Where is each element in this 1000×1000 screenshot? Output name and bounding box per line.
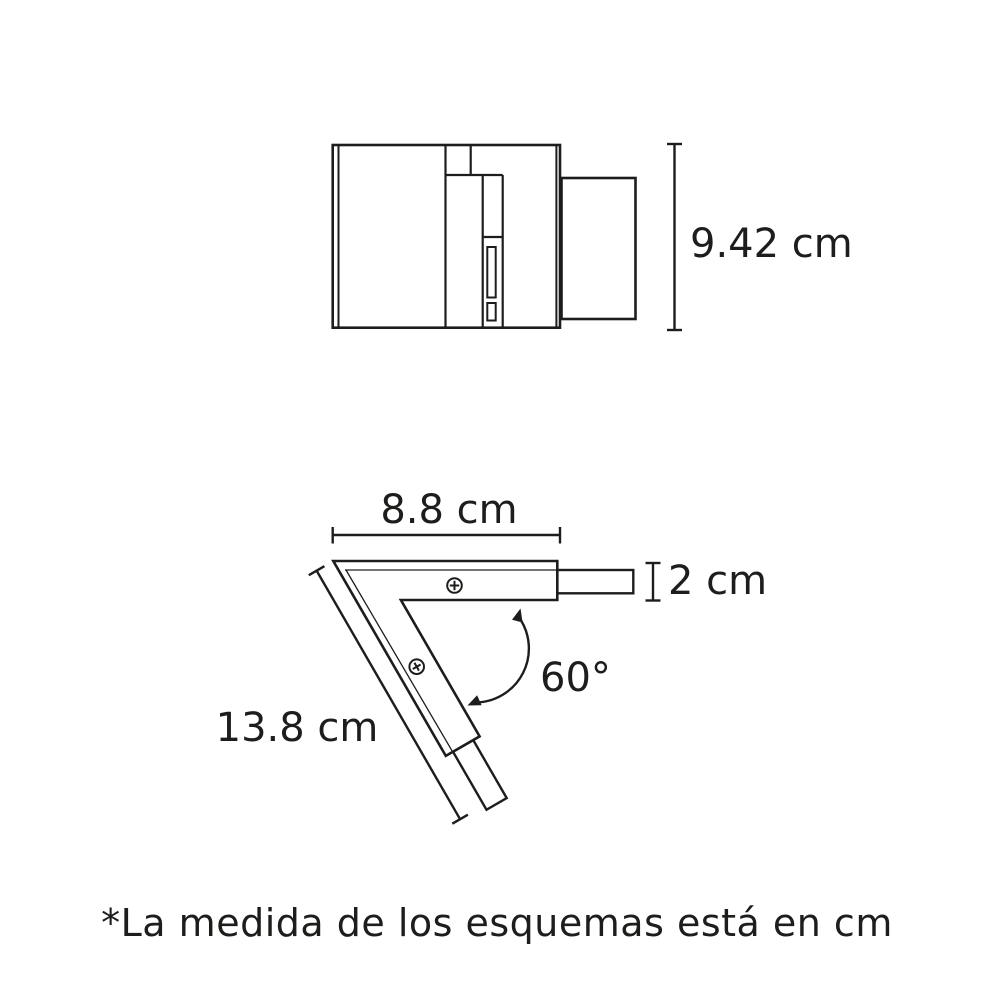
length-dimension-tick-bottom [452, 815, 468, 824]
angle-dimension [468, 609, 529, 706]
height-dimension [667, 144, 682, 330]
length-dimension-label: 13.8 cm [215, 705, 379, 751]
lamp-head [562, 178, 636, 319]
height-dimension-label: 9.42 cm [690, 221, 853, 267]
angle-arrowhead-up [512, 609, 523, 623]
angle-arrowhead-down [468, 695, 482, 705]
width-dimension-label: 8.8 cm [380, 487, 518, 533]
connector-figure [216, 487, 767, 824]
angle-dimension-label: 60° [540, 655, 611, 701]
length-dimension-tick-top [309, 566, 325, 575]
footnote-text: *La medida de los esquemas está en cm [101, 901, 893, 945]
track-stem-right [557, 570, 633, 593]
track-stem-angled [453, 740, 507, 810]
track-height-dimension [646, 563, 661, 601]
track-height-dimension-label: 2 cm [668, 558, 768, 604]
angle-arc [474, 616, 529, 703]
top-view-figure [333, 144, 853, 330]
